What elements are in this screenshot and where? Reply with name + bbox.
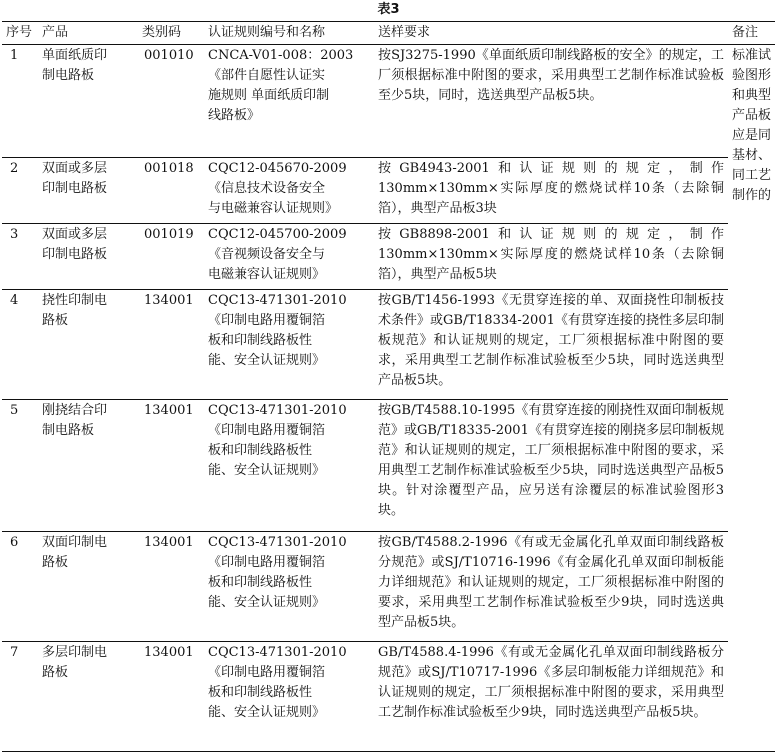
row-rule: CQC12-045700-2009 《音视频设备安全与 电磁兼容认证规则》 <box>204 224 374 290</box>
row-code: 134001 <box>138 400 204 532</box>
row-code: 001018 <box>138 158 204 224</box>
header-rule: 认证规则编号和名称 <box>204 22 374 45</box>
row-requirement: 按GB/T4588.2-1996《有或无金属化孔单双面印制线路板分规范》或SJ/T10716-1996《有金属化孔单双面印制板能力详细规范》和认证规则的规定，工厂须根据标准中附图的要求，采用典型工艺制作标准试验板至少9块，同时选送典型产品板5块。 <box>374 532 728 642</box>
row-index: 3 <box>2 224 38 290</box>
table-row <box>2 45 775 158</box>
row-index: 2 <box>2 158 38 224</box>
row-code: 134001 <box>138 642 204 752</box>
header-code: 类别码 <box>138 22 204 45</box>
row-product: 双面或多层 印制电路板 <box>38 224 138 290</box>
row-product: 双面或多层 印制电路板 <box>38 158 138 224</box>
row-product: 挠性印制电 路板 <box>38 290 138 400</box>
table-row <box>2 642 775 752</box>
table-row <box>2 224 775 290</box>
row-code: 134001 <box>138 290 204 400</box>
table-row <box>2 158 775 224</box>
row-rule: CQC13-471301-2010 《印制电路用覆铜箔 板和印制线路板性 能、安全认证规则》 <box>204 532 374 642</box>
row-product: 单面纸质印 制电路板 <box>38 45 138 158</box>
certification-table <box>2 21 775 752</box>
row-rule: CQC13-471301-2010 《印制电路用覆铜箔 板和印制线路板性 能、安全认证规则》 <box>204 400 374 532</box>
table-caption: 表3 <box>377 2 400 17</box>
table-row <box>2 532 775 642</box>
row-index: 7 <box>2 642 38 752</box>
row-rule: CQC12-045670-2009 《信息技术设备安全 与电磁兼容认证规则》 <box>204 158 374 224</box>
row-index: 1 <box>2 45 38 158</box>
header-index: 序号 <box>2 22 38 45</box>
header-remark: 备注 <box>728 22 775 45</box>
row-requirement: GB/T4588.4-1996《有或无金属化孔单双面印制线路板分规范》或SJ/T10717-1996《多层印制板能力详细规范》和认证规则的规定，工厂须根据标准中附图的要求，采用典型工艺制作标准试验板至少9块，同时选送典型产品板5块。 <box>374 642 728 752</box>
row-code: 134001 <box>138 532 204 642</box>
row-code: 001010 <box>138 45 204 158</box>
header-row <box>2 22 775 45</box>
row-rule: CNCA-V01-008：2003 《部件自愿性认证实 施规则 单面纸质印制 线路板》 <box>204 45 374 158</box>
row-product: 多层印制电 路板 <box>38 642 138 752</box>
row-requirement: 按SJ3275-1990《单面纸质印制线路板的安全》的规定，工厂须根据标准中附图的要求，采用典型工艺制作标准试验板至少5块，同时，选送典型产品板5块。 <box>374 45 728 158</box>
row-requirement: 按GB/T4588.10-1995《有贯穿连接的刚挠性双面印制板规范》或GB/T18335-2001《有贯穿连接的刚挠多层印制板规范》和认证规则的规定，工厂须根据标准中附图的要求，采用典型工艺制作标准试验板至少5块，同时选送典型产品板5块。针对涂覆型产品，应另送有涂覆层的标准试验图形3块。 <box>374 400 728 532</box>
row-index: 5 <box>2 400 38 532</box>
row-index: 6 <box>2 532 38 642</box>
table-row <box>2 400 775 532</box>
row-code: 001019 <box>138 224 204 290</box>
row-index: 4 <box>2 290 38 400</box>
row-product: 刚挠结合印 制电路板 <box>38 400 138 532</box>
row-requirement: 按GB4943-2001和认证规则的规定，制作130mm×130mm×实际厚度的燃烧试样10条（去除铜箔），典型产品板3块 <box>374 158 728 224</box>
row-rule: CQC13-471301-2010 《印制电路用覆铜箔 板和印制线路板性 能、安全认证规则》 <box>204 642 374 752</box>
header-product: 产品 <box>38 22 138 45</box>
row-requirement: 按GB8898-2001和认证规则的规定，制作130mm×130mm×实际厚度的燃烧试样10条（去除铜箔），典型产品板5块 <box>374 224 728 290</box>
row-rule: CQC13-471301-2010 《印制电路用覆铜箔 板和印制线路板性 能、安全认证规则》 <box>204 290 374 400</box>
row-requirement: 按GB/T1456-1993《无贯穿连接的单、双面挠性印制板技术条件》或GB/T18334-2001《有贯穿连接的挠性多层印制板规范》和认证规则的规定，工厂须根据标准中附图的要求，采用典型工艺制作标准试验板至少5块，同时选送典型产品板5块。 <box>374 290 728 400</box>
remark-cell: 标准试验图形和典型产品板应是同基材、同工艺制作的 <box>728 45 775 752</box>
header-requirement: 送样要求 <box>374 22 728 45</box>
table-row <box>2 290 775 400</box>
row-product: 双面印制电 路板 <box>38 532 138 642</box>
